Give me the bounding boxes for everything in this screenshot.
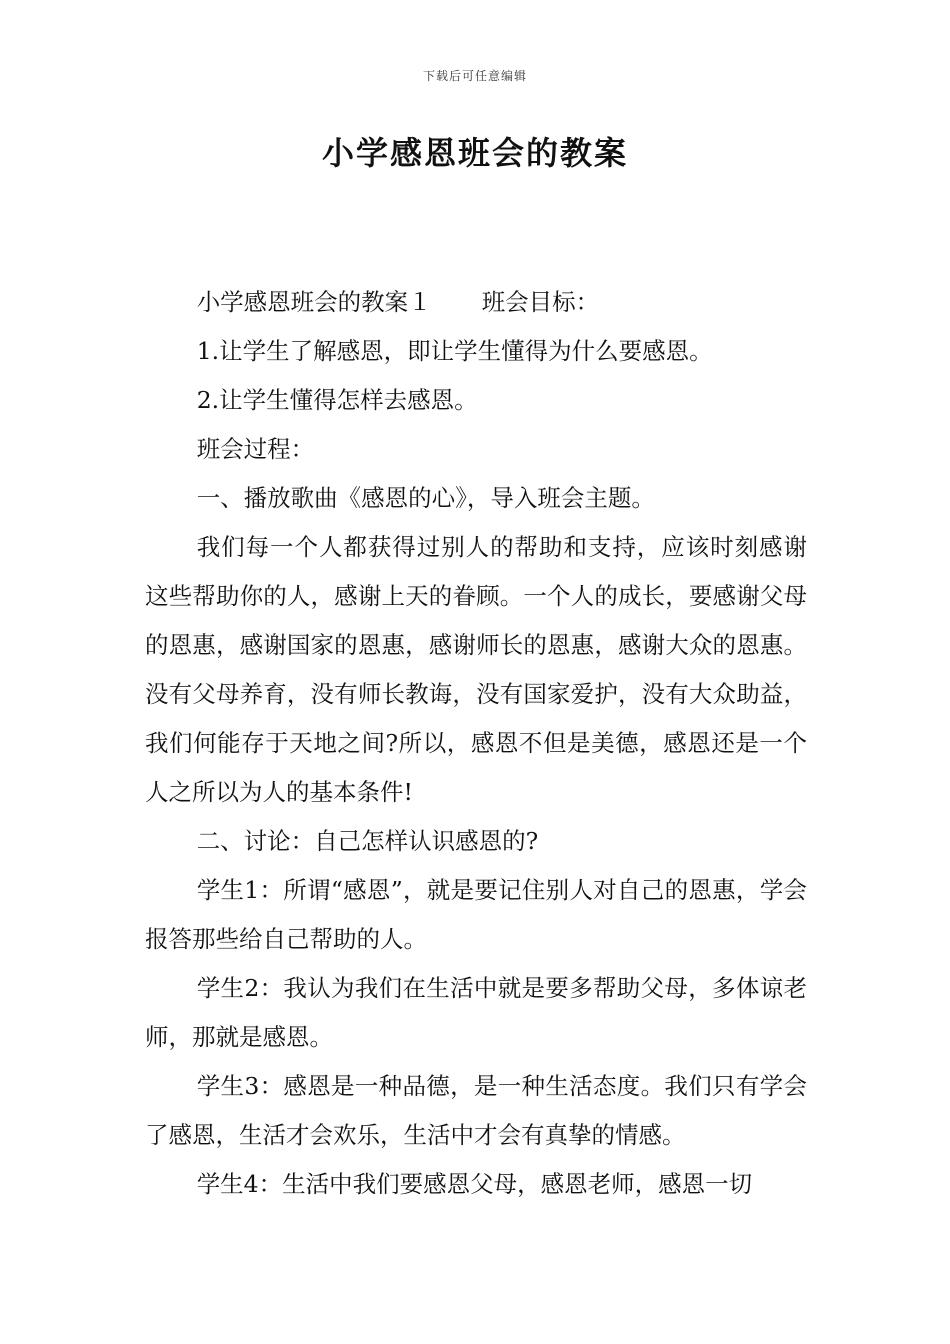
intro-paragraph bbox=[145, 278, 807, 327]
document-body bbox=[145, 278, 807, 1209]
document-title: 小学感恩班会的教案 bbox=[321, 134, 628, 172]
goal-item-2: 2.让学生懂得怎样去感恩。 bbox=[196, 386, 478, 414]
step-1-body: 我们每一个人都获得过别人的帮助和支持，应该时刻感谢这些帮助你的人，感谢上天的眷顾。一个人的成长，要感谢父母的恩惠，感谢国家的恩惠，感谢师长的恩惠，感谢大众的恩惠。没有父母养育，没有师长教诲，没有国家爱护，没有大众助益，我们何能存于天地之间?所以，感恩不但是美德，感恩还是一个人之所以为人的基本条件! bbox=[145, 533, 807, 806]
intro-lead: 小学感恩班会的教案１ bbox=[196, 288, 432, 316]
student-1-paragraph: 学生1：所谓“感恩”，就是要记住别人对自己的恩惠，学会报答那些给自己帮助的人。 bbox=[145, 876, 807, 953]
header-note: 下载后可任意编辑 bbox=[422, 69, 527, 83]
student-4-paragraph: 学生4：生活中我们要感恩父母，感恩老师，感恩一切 bbox=[196, 1170, 753, 1198]
process-heading: 班会过程： bbox=[196, 435, 315, 463]
step-1-heading: 一、播放歌曲《感恩的心》，导入班会主题。 bbox=[196, 484, 655, 512]
student-2-paragraph: 学生2：我认为我们在生活中就是要多帮助父母，多体谅老师，那就是感恩。 bbox=[145, 974, 807, 1051]
goal-item-1: 1.让学生了解感恩，即让学生懂得为什么要感恩。 bbox=[196, 337, 713, 365]
goal-heading: 班会目标： bbox=[481, 288, 600, 316]
step-2-heading: 二、讨论：自己怎样认识感恩的? bbox=[196, 827, 539, 855]
student-3-paragraph: 学生3：感恩是一种品德，是一种生活态度。我们只有学会了感恩，生活才会欢乐，生活中才会有真挚的情感。 bbox=[145, 1072, 807, 1149]
